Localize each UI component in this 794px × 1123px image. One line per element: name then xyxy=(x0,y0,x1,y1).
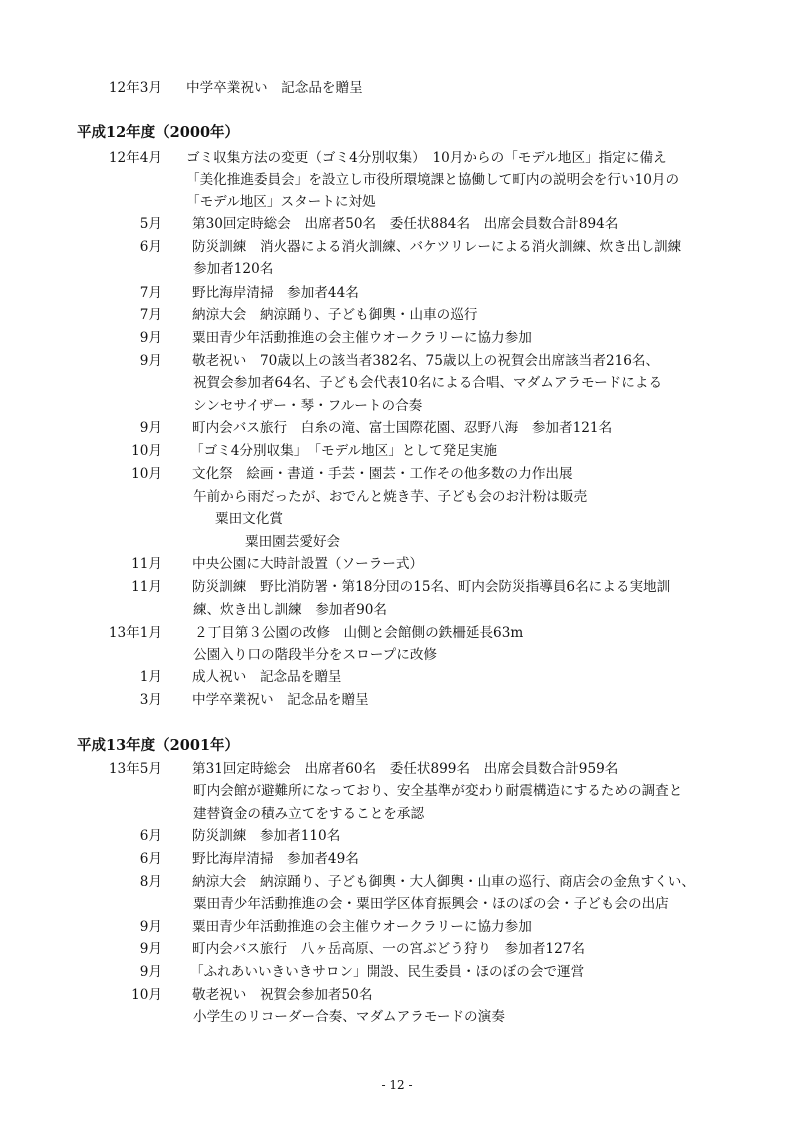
history-entry xyxy=(0,871,794,893)
entry-date: 12年3月 xyxy=(108,80,162,96)
history-entry xyxy=(0,282,794,304)
entry-text: 第30回定時総会 出席者50名 委任状884名 出席会員数合計894名 xyxy=(192,216,619,232)
entry-text: 成人祝い 記念品を贈呈 xyxy=(192,669,342,685)
entry-text: 敬老祝い 祝賀会参加者50名 xyxy=(192,987,373,1003)
entry-date: 6月 xyxy=(139,851,162,867)
entry-continuation xyxy=(0,258,794,280)
history-entry xyxy=(0,848,794,870)
entry-continuation xyxy=(0,1006,794,1028)
history-entry xyxy=(0,576,794,598)
history-entry xyxy=(0,825,794,847)
history-entry xyxy=(0,553,794,575)
entry-continuation xyxy=(0,191,794,213)
entry-date: 13年1月 xyxy=(108,625,162,641)
entry-continuation xyxy=(0,508,794,530)
entry-text: 午前から雨だったが、おでんと焼き芋、子ども会のお汁粉は販売 xyxy=(193,489,588,505)
entry-date: 11月 xyxy=(131,556,162,572)
entry-date: 9月 xyxy=(139,941,162,957)
entry-text: 町内会バス旅行 八ヶ岳高原、一の宮ぶどう狩り 参加者127名 xyxy=(192,941,585,957)
entry-continuation xyxy=(0,780,794,802)
entry-text: 「モデル地区」スタートに対処 xyxy=(186,194,376,210)
history-entry xyxy=(0,666,794,688)
entry-text: シンセサイザー・琴・フルートの合奏 xyxy=(193,398,423,414)
entry-date: 1月 xyxy=(139,669,162,685)
entry-date: 9月 xyxy=(139,330,162,346)
history-entry xyxy=(0,984,794,1006)
entry-date: 6月 xyxy=(139,828,162,844)
history-entry xyxy=(0,916,794,938)
entry-continuation xyxy=(0,395,794,417)
history-entry xyxy=(0,938,794,960)
entry-text: 粟田青少年活動推進の会主催ウオークラリーに協力参加 xyxy=(192,919,532,935)
entry-text: 中学卒業祝い 記念品を贈呈 xyxy=(192,692,369,708)
section-heading: 平成12年度（2000年） xyxy=(77,124,240,141)
entry-text: 防災訓練 野比消防署・第18分団の15名、町内会防災指導員6名による実地訓 xyxy=(192,579,671,595)
entry-text: 防災訓練 消火器による消火訓練、バケツリレーによる消火訓練、炊き出し訓練 xyxy=(192,239,682,255)
entry-date: 9月 xyxy=(139,964,162,980)
entry-date: 7月 xyxy=(139,307,162,323)
entry-continuation xyxy=(0,486,794,508)
entry-text: 「美化推進委員会」を設立し市役所環境課と協働して町内の説明会を行い10月の xyxy=(186,172,680,188)
entry-date: 3月 xyxy=(139,692,162,708)
entry-text: 納涼大会 納涼踊り、子ども御輿・山車の巡行 xyxy=(192,307,478,323)
intro-entry xyxy=(0,77,794,99)
entry-date: 13年5月 xyxy=(108,761,162,777)
history-entry xyxy=(0,689,794,711)
entry-text: 粟田青少年活動推進の会・粟田学区体育振興会・ほのぼの会・子ども会の出店 xyxy=(193,896,669,912)
history-entry xyxy=(0,417,794,439)
entry-text: 納涼大会 納涼踊り、子ども御輿・大人御輿・山車の巡行、商店会の金魚すくい、 xyxy=(192,874,695,890)
entry-date: 10月 xyxy=(131,443,162,459)
entry-text: 敬老祝い 70歳以上の該当者382名、75歳以上の祝賀会出席該当者216名、 xyxy=(192,353,660,369)
entry-date: 9月 xyxy=(139,420,162,436)
entry-date: 12年4月 xyxy=(108,150,162,166)
entry-date: 8月 xyxy=(139,874,162,890)
history-entry xyxy=(0,961,794,983)
page-number: - 12 - xyxy=(381,1078,413,1092)
entry-text: 建替資金の積み立てをすることを承認 xyxy=(193,806,425,822)
history-entry xyxy=(0,304,794,326)
entry-text: 「ふれあいいきいきサロン」開設、民生委員・ほのぼの会で運営 xyxy=(190,964,585,980)
history-entry xyxy=(0,350,794,372)
entry-text: 粟田文化賞 xyxy=(215,511,283,527)
entry-text: 文化祭 絵画・書道・手芸・園芸・工作その他多数の力作出展 xyxy=(192,466,573,482)
entry-date: 11月 xyxy=(131,579,162,595)
entry-text: 参加者120名 xyxy=(193,261,274,277)
entry-date: 6月 xyxy=(139,239,162,255)
entry-text: 祝賀会参加者64名、子ども会代表10名による合唱、マダムアラモードによる xyxy=(193,375,663,391)
entry-continuation xyxy=(0,599,794,621)
entry-text: 粟田園芸愛好会 xyxy=(245,534,341,550)
history-entry xyxy=(0,440,794,462)
section-heading: 平成13年度（2001年） xyxy=(77,737,240,754)
entry-continuation xyxy=(0,803,794,825)
entry-continuation xyxy=(0,893,794,915)
history-entry xyxy=(0,147,794,169)
history-entry xyxy=(0,463,794,485)
entry-text: 野比海岸清掃 参加者49名 xyxy=(192,851,359,867)
entry-continuation xyxy=(0,372,794,394)
entry-date: 10月 xyxy=(131,466,162,482)
entry-continuation xyxy=(0,644,794,666)
entry-continuation xyxy=(0,169,794,191)
entry-date: 5月 xyxy=(139,216,162,232)
entry-continuation xyxy=(0,531,794,553)
history-entry xyxy=(0,758,794,780)
entry-text: 町内会バス旅行 白糸の滝、富士国際花園、忍野八海 参加者121名 xyxy=(192,420,613,436)
history-entry xyxy=(0,327,794,349)
entry-text: 粟田青少年活動推進の会主催ウオークラリーに協力参加 xyxy=(192,330,532,346)
entry-date: 7月 xyxy=(139,285,162,301)
entry-text: ゴミ収集方法の変更（ゴミ4分別収集） 10月からの「モデル地区」指定に備え xyxy=(186,150,667,166)
entry-text: 町内会館が避難所になっており、安全基準が変わり耐震構造にするための調査と xyxy=(193,783,683,799)
entry-text: 野比海岸清掃 参加者44名 xyxy=(192,285,359,301)
history-entry xyxy=(0,622,794,644)
entry-text: 防災訓練 参加者110名 xyxy=(192,828,341,844)
entry-text: 「ゴミ4分別収集」 「モデル地区」として発足実施 xyxy=(190,443,498,459)
entry-date: 9月 xyxy=(139,919,162,935)
entry-text: 中央公園に大時計設置（ソーラー式） xyxy=(192,556,424,572)
entry-date: 9月 xyxy=(139,353,162,369)
entry-text: ２丁目第３公園の改修 山側と会館側の鉄柵延長63m xyxy=(194,625,524,641)
entry-text: 練、炊き出し訓練 参加者90名 xyxy=(193,602,388,618)
history-entry xyxy=(0,236,794,258)
entry-text: 小学生のリコーダー合奏、マダムアラモードの演奏 xyxy=(193,1009,505,1025)
entry-text: 第31回定時総会 出席者60名 委任状899名 出席会員数合計959名 xyxy=(192,761,619,777)
entry-text: 中学卒業祝い 記念品を贈呈 xyxy=(186,80,363,96)
entry-date: 10月 xyxy=(131,987,162,1003)
history-entry xyxy=(0,213,794,235)
entry-text: 公園入り口の階段半分をスロープに改修 xyxy=(193,647,438,663)
